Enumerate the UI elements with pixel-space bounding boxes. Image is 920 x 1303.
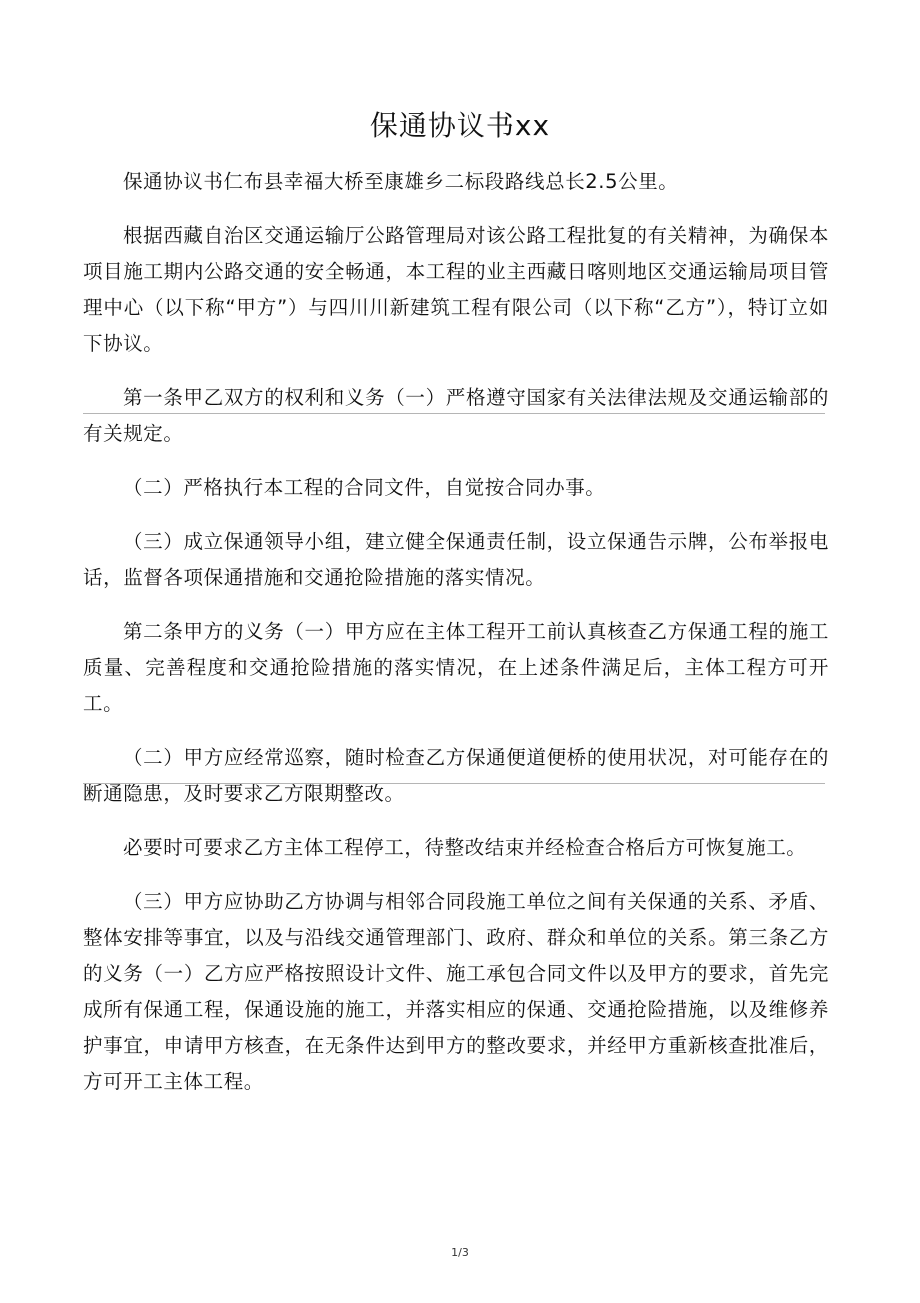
paragraph-intro: 保通协议书仁布县幸福大桥至康雄乡二标段路线总长2.5公里。: [123, 170, 679, 193]
paragraph-stop-work: 必要时可要求乙方主体工程停工，待整改结束并经检查合格后方可恢复施工。: [123, 836, 807, 859]
paragraph-article-2: 第二条甲方的义务（一）甲方应在主体工程开工前认真核查乙方保通工程的施工质量、完善程度和交通抢险措施的落实情况，在上述条件满足后，主体工程方可开工。: [83, 620, 829, 715]
paragraph-article-2-item-3: （三）甲方应协助乙方协调与相邻合同段施工单位之间有关保通的关系、矛盾、整体安排等事宜，以及与沿线交通管理部门、政府、群众和单位的关系。第三条乙方的义务（一）乙方应严格按照设计文件、施工承包合同文件以及甲方的要求，首先完成所有保通工程，保通设施的施工，并落实相应的保通、交通抢险措施，以及维修养护事宜，申请甲方核查，在无条件达到甲方的整改要求，并经甲方重新核查批准后，方可开工主体工程。: [83, 890, 829, 1093]
paragraph-article-1-item-3: （三）成立保通领导小组，建立健全保通责任制，设立保通告示牌，公布举报电话，监督各项保通措施和交通抢险措施的落实情况。: [83, 530, 829, 589]
paragraph-article-2-item-2: （二）甲方应经常巡察，随时检查乙方保通便道便桥的使用状况，对可能存在的断通隐患，及时要求乙方限期整改。: [83, 746, 829, 805]
page-number: 1/3: [451, 1246, 469, 1259]
horizontal-rule: [83, 413, 825, 414]
document-title: 保通协议书xx: [369, 109, 551, 142]
document-body: [83, 164, 829, 1118]
paragraph-article-1: 第一条甲乙双方的权利和义务（一）严格遵守国家有关法律法规及交通运输部的有关规定。: [83, 386, 829, 445]
paragraph-preamble: 根据西藏自治区交通运输厅公路管理局对该公路工程批复的有关精神，为确保本项目施工期内公路交通的安全畅通，本工程的业主西藏日喀则地区交通运输局项目管理中心（以下称“甲方”）与四川川新建筑工程有限公司（以下称“乙方”），特订立如下协议。: [83, 224, 829, 355]
horizontal-rule: [83, 783, 825, 784]
paragraph-article-1-item-2: （二）严格执行本工程的合同文件，自觉按合同办事。: [123, 476, 606, 499]
